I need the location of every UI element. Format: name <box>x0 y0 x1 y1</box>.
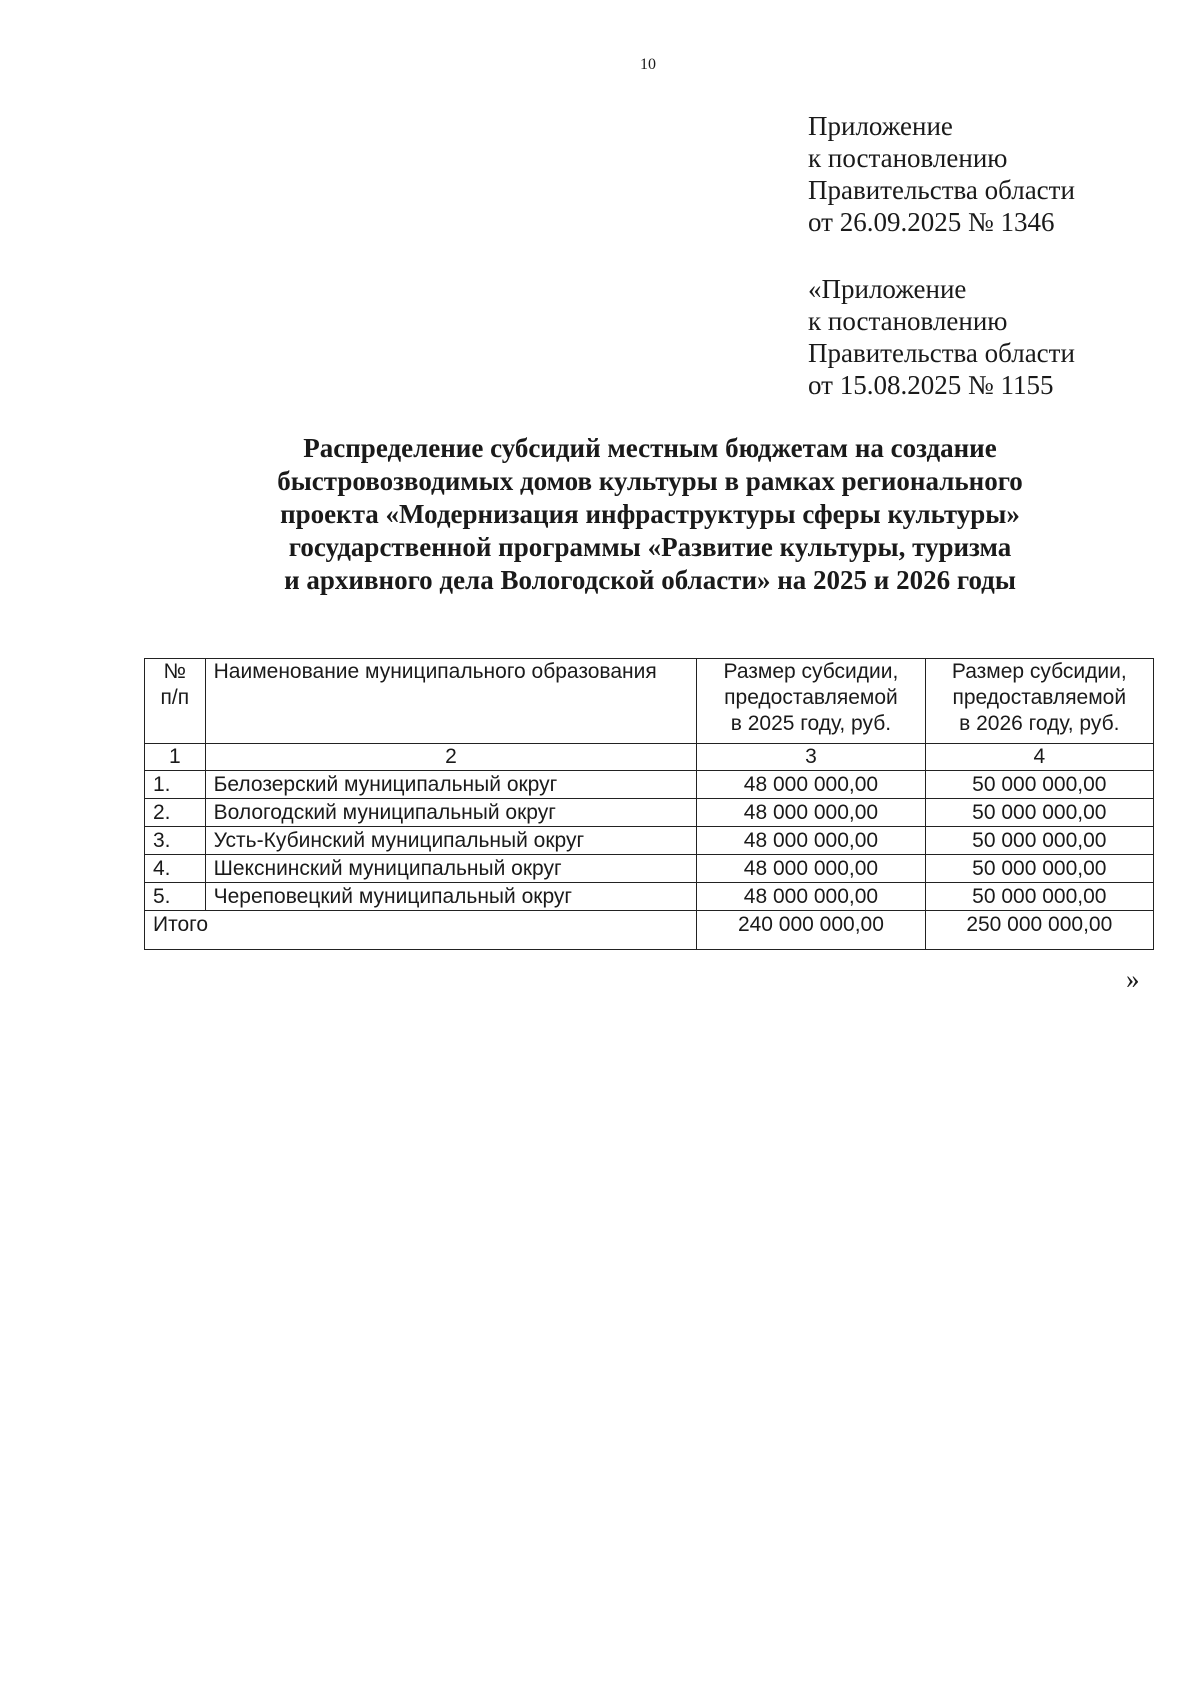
total-label: Итого <box>145 911 697 950</box>
row-2025: 48 000 000,00 <box>697 771 925 799</box>
index-cell-2: 2 <box>205 744 697 771</box>
header-num <box>145 659 206 744</box>
appendix-current-line-1: Приложение <box>808 111 953 141</box>
appendix-previous-line-2: к постановлению <box>808 306 1008 336</box>
header-2026-line-1: Размер субсидии, <box>951 660 1127 683</box>
row-name: Усть-Кубинский муниципальный округ <box>205 827 697 855</box>
row-2026: 50 000 000,00 <box>925 883 1153 911</box>
table-row <box>145 883 1154 911</box>
table-total-row <box>145 911 1154 950</box>
appendix-previous-line-1: «Приложение <box>808 274 967 304</box>
appendix-previous <box>808 273 1075 401</box>
appendix-current-line-2: к постановлению <box>808 143 1008 173</box>
title-line-5: и архивного дела Вологодской области» на 2025 и 2026 годы <box>284 565 1016 595</box>
row-2026: 50 000 000,00 <box>925 771 1153 799</box>
row-2025: 48 000 000,00 <box>697 799 925 827</box>
header-num-line-2: п/п <box>160 686 190 709</box>
row-name: Вологодский муниципальный округ <box>205 799 697 827</box>
table-row <box>145 855 1154 883</box>
row-2026: 50 000 000,00 <box>925 855 1153 883</box>
appendix-previous-line-3: Правительства области <box>808 338 1075 368</box>
header-2025-line-3: в 2025 году, руб. <box>730 712 892 735</box>
table-row <box>145 771 1154 799</box>
row-name: Белозерский муниципальный округ <box>205 771 697 799</box>
header-name: Наименование муниципального образования <box>205 659 697 744</box>
table-index-row <box>145 744 1154 771</box>
closing-quote: » <box>1126 964 1140 994</box>
header-2026-line-2: предоставляемой <box>952 686 1127 709</box>
header-2025-line-2: предоставляемой <box>724 686 898 709</box>
table-row <box>145 799 1154 827</box>
total-2026: 250 000 000,00 <box>925 911 1153 950</box>
header-2025-line-1: Размер субсидии, <box>723 660 899 683</box>
header-num-line-1: № <box>163 660 187 683</box>
title-line-3: проекта «Модернизация инфраструктуры сферы культуры» <box>280 499 1020 529</box>
total-2025: 240 000 000,00 <box>697 911 925 950</box>
subsidy-table <box>144 658 1154 950</box>
row-num: 3. <box>145 827 206 855</box>
row-num: 1. <box>145 771 206 799</box>
title-line-2: быстровозводимых домов культуры в рамках регионального <box>277 466 1023 496</box>
index-cell-4: 4 <box>925 744 1153 771</box>
appendix-previous-line-4: от 15.08.2025 № 1155 <box>808 370 1054 400</box>
index-cell-3: 3 <box>697 744 925 771</box>
row-num: 4. <box>145 855 206 883</box>
appendix-current <box>808 110 1075 238</box>
appendix-current-line-4: от 26.09.2025 № 1346 <box>808 207 1055 237</box>
document-title <box>190 432 1110 597</box>
row-2025: 48 000 000,00 <box>697 855 925 883</box>
row-2026: 50 000 000,00 <box>925 799 1153 827</box>
title-line-1: Распределение субсидий местным бюджетам на создание <box>303 433 997 463</box>
row-2025: 48 000 000,00 <box>697 883 925 911</box>
row-name: Шекснинский муниципальный округ <box>205 855 697 883</box>
table-row <box>145 827 1154 855</box>
row-num: 5. <box>145 883 206 911</box>
index-cell-1: 1 <box>145 744 206 771</box>
row-name: Череповецкий муниципальный округ <box>205 883 697 911</box>
row-num: 2. <box>145 799 206 827</box>
row-2026: 50 000 000,00 <box>925 827 1153 855</box>
title-line-4: государственной программы «Развитие культуры, туризма <box>288 532 1012 562</box>
row-2025: 48 000 000,00 <box>697 827 925 855</box>
table-header-row <box>145 659 1154 744</box>
header-2026-line-3: в 2026 году, руб. <box>959 712 1120 735</box>
page-number: 10 <box>640 56 656 73</box>
appendix-current-line-3: Правительства области <box>808 175 1075 205</box>
header-2026 <box>925 659 1153 744</box>
header-2025 <box>697 659 925 744</box>
